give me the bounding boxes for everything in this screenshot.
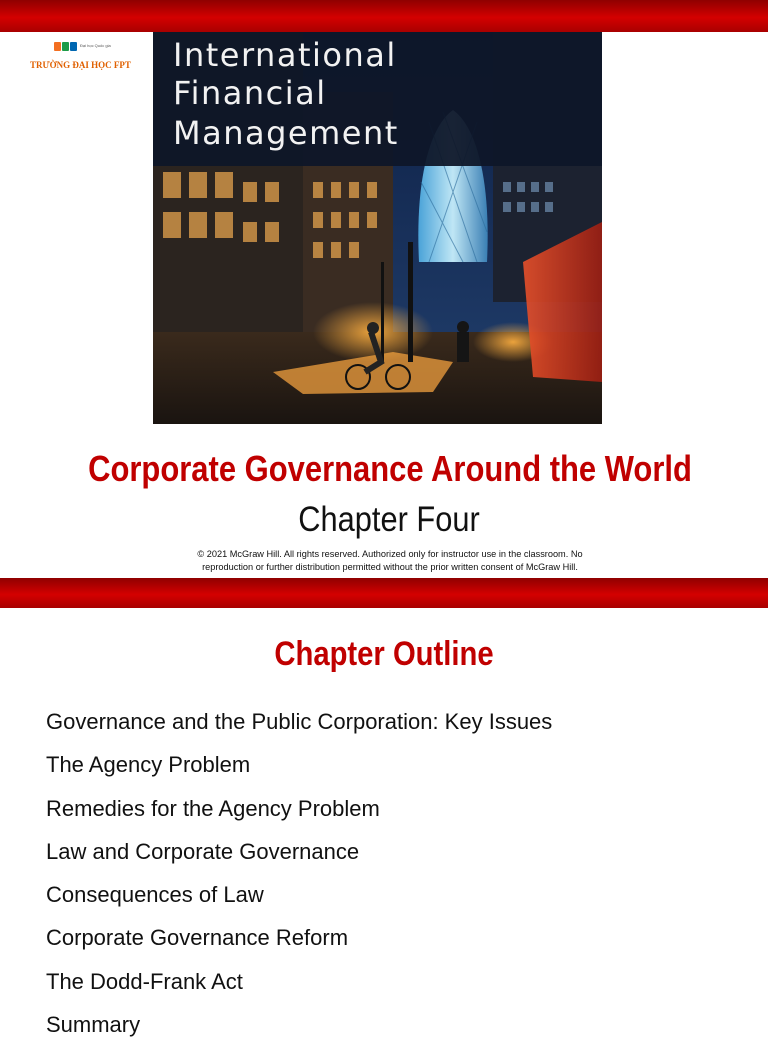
- copyright-line-2: reproduction or further distribution permitted without the prior written consent of McGraw Hill.: [202, 562, 578, 572]
- logo-text: TRƯỜNG ĐẠI HỌC FPT: [30, 60, 131, 70]
- outline-item: Consequences of Law: [46, 882, 264, 908]
- outline-item: Law and Corporate Governance: [46, 838, 360, 864]
- outline-item: The Dodd-Frank Act: [46, 968, 243, 994]
- top-red-bar: [0, 0, 768, 32]
- slide-title: Corporate Governance Around the World: [88, 448, 692, 489]
- copyright-line-1: © 2021 McGraw Hill. All rights reserved. Authorized only for instructor use in the classroom. No: [197, 549, 583, 559]
- book-cover-image: [153, 32, 602, 424]
- logo-small-text: Đại học Quốc gia: [80, 43, 111, 48]
- cover-title-line-2: Financial: [173, 74, 327, 112]
- outline-item: Corporate Governance Reform: [46, 925, 349, 951]
- outline-item: Remedies for the Agency Problem: [46, 795, 380, 821]
- slide-divider-red-bar: [0, 578, 768, 608]
- chapter-outline-list: [46, 706, 552, 1052]
- slide-subtitle: Chapter Four: [298, 500, 480, 539]
- outline-item: The Agency Problem: [46, 752, 251, 778]
- cover-title-line-3: Management: [173, 114, 399, 152]
- outline-item: Summary: [46, 1012, 141, 1038]
- cover-title-panel: [153, 32, 602, 166]
- outline-title: Chapter Outline: [274, 635, 494, 673]
- outline-item: Governance and the Public Corporation: Key Issues: [46, 709, 553, 734]
- cover-title-line-1: International: [173, 36, 397, 74]
- fpt-logo: [22, 40, 132, 76]
- fpt-logo-mark: [54, 42, 77, 51]
- copyright-notice: [160, 548, 620, 574]
